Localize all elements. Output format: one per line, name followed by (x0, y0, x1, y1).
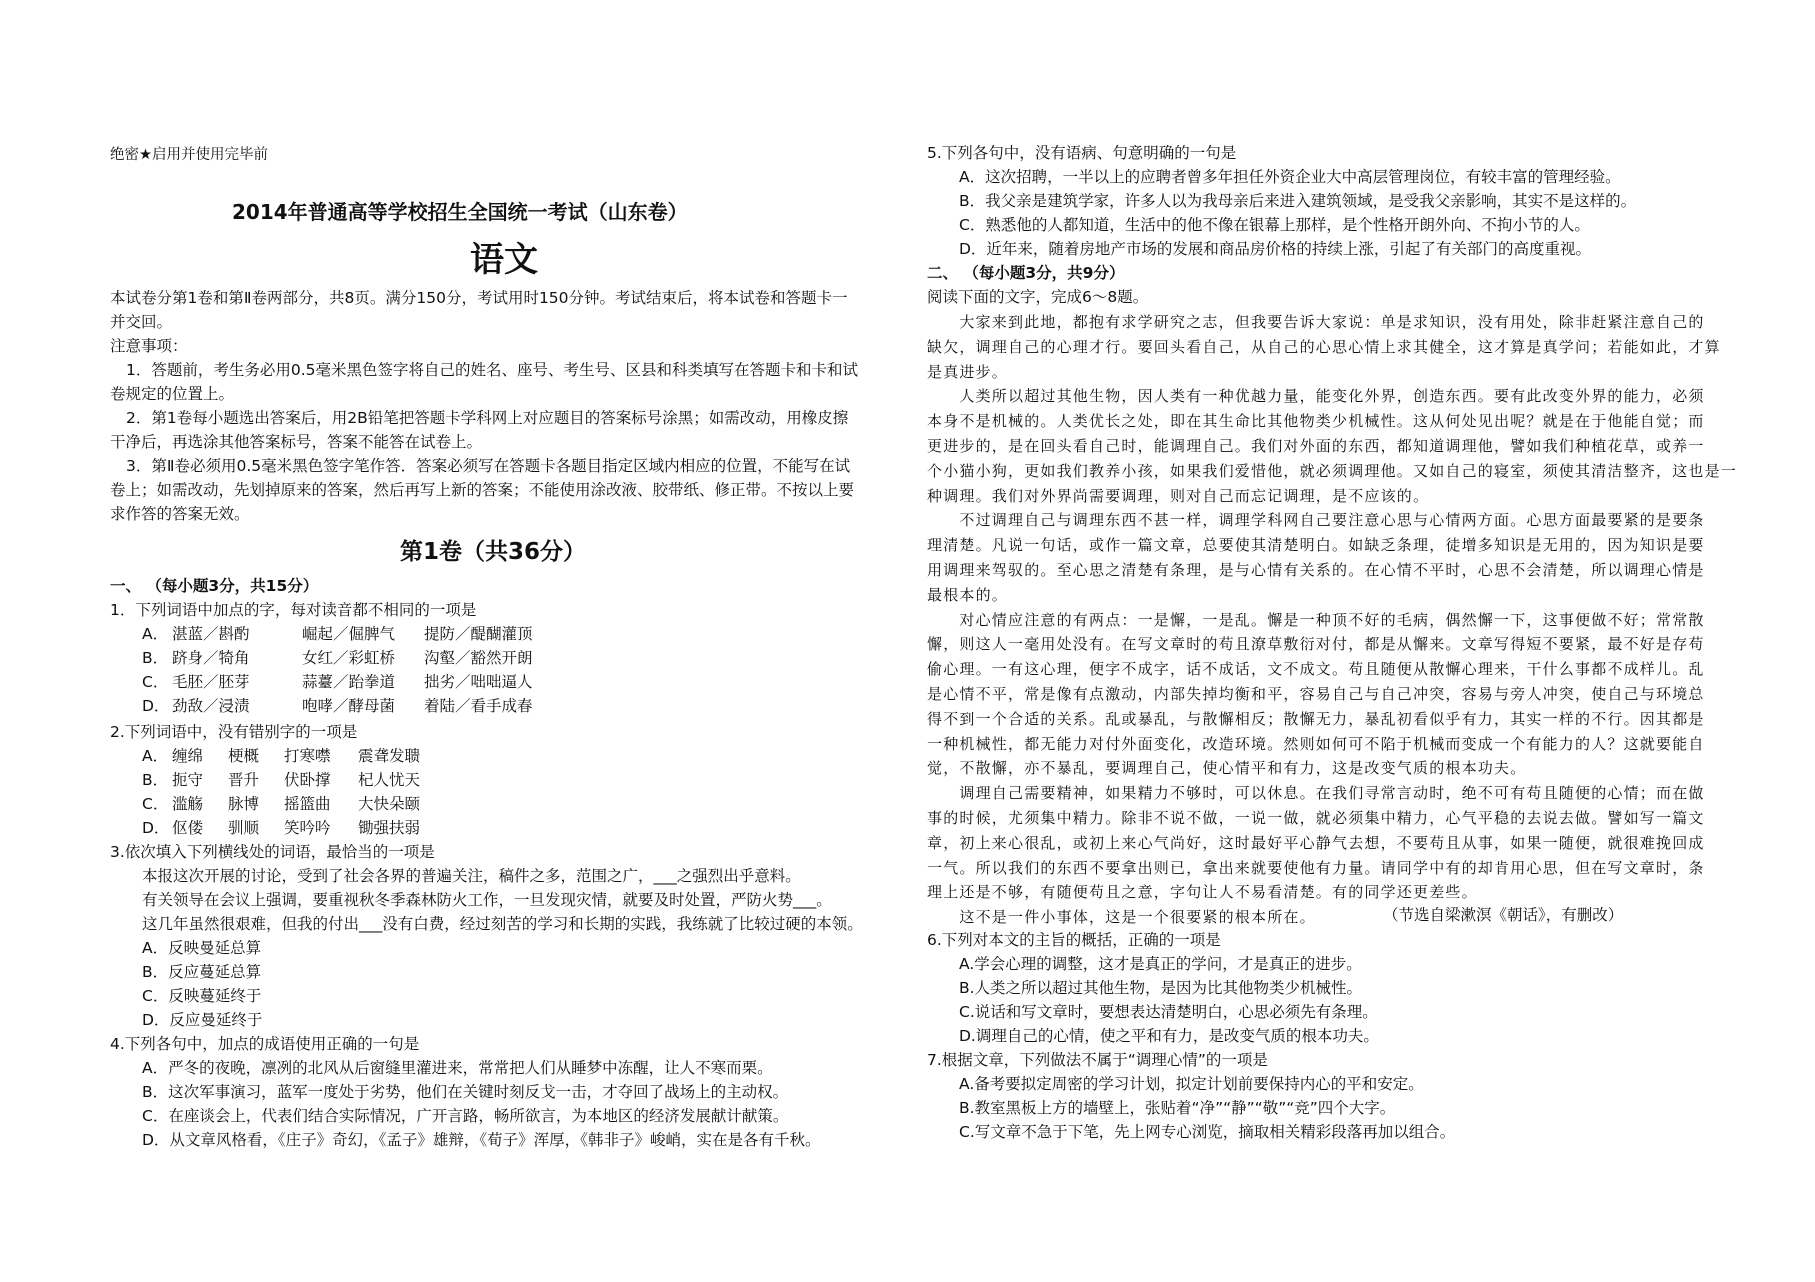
option-item: 驯顺 (228, 819, 260, 837)
option-item: 摇篮曲 (284, 795, 331, 813)
passage-line: 不过调理自己与调理东西不甚一样，调理学科网自己要注意心思与心情两方面。心思方面最要紧的是要条 (927, 511, 1705, 530)
option-item: 杞人忧天 (358, 771, 421, 789)
option-item: 女红／彩虹桥 (302, 649, 396, 667)
option-item: C．反映蔓延终于 (142, 987, 262, 1005)
passage-line: 用调理来驾驭的。至心思之清楚有条理，是与心情有关系的。在心情不平时，心思不会清楚，所以调理心情是 (927, 561, 1705, 579)
option-item: A.备考要拟定周密的学习计划，拟定计划前要保持内心的平和安定。 (959, 1075, 1424, 1093)
option-item: 锄强扶弱 (358, 819, 421, 837)
passage-line: 懈，则这人一毫用处没有。在写文章时的苟且潦草敷衍对付，都是从懈来。文章写得短不要紧，最不好是存苟 (927, 635, 1705, 654)
option-row (142, 696, 533, 716)
question-sentence: 这几年虽然很艰难，但我的付出___没有白费，经过刻苦的学习和长期的实践，我练就了比较过硬的本领。 (142, 915, 863, 933)
passage-line: 调理自己需要精神，如果精力不够时，可以休息。在我们寻常言动时，绝不可有苟且随便的心情；而在做 (927, 784, 1705, 803)
option-item: 着陆／看手成春 (424, 697, 533, 715)
passage-line: 事的时候，尤须集中精力。除非不说不做，一说一做，就必须集中精力，心气平稳的去说去做。譬如写一篇文 (927, 809, 1705, 827)
intro-line: 本试卷分第1卷和第Ⅱ卷两部分，共8页。满分150分，考试用时150分钟。考试结束后，将本试卷和答题卡一 (110, 289, 848, 307)
option-row (142, 770, 420, 790)
option-item: 滥觞 (172, 795, 204, 813)
section-title: 二、 （每小题3分，共9分） (927, 264, 1125, 282)
option-row (142, 672, 533, 692)
option-item: 拙劣／咄咄逼人 (424, 673, 533, 691)
question-stem: 5.下列各句中，没有语病、句意明确的一句是 (927, 144, 1237, 162)
passage-line: 得不到一个合适的关系。乱或暴乱，与散懈相反；散懈无力，暴乱初看似乎有力，其实一样的不行。因其都是 (927, 709, 1705, 728)
option-item: 大快朵颐 (358, 795, 421, 813)
option-item: 伏卧撑 (284, 771, 331, 789)
passage-line: 本身不是机械的。人类优长之处，即在其生命比其他物类少机械性。这从何处见出呢？就是在于他能自觉；而 (927, 412, 1705, 431)
option-row (142, 818, 420, 838)
option-item: D．反应曼延终于 (142, 1011, 263, 1029)
passage-line: 章，初上来心很乱，或初上来心气尚好，这时最好平心静气去想，不要苟且从事，如果一随便，就很难挽回成 (927, 833, 1705, 852)
reading-instruction: 阅读下面的文字，完成6～8题。 (927, 288, 1149, 306)
passage-line: 理清楚。凡说一句话，或作一篇文章，总要使其清楚明白。如缺乏条理，徒增多知识是无用的，因为知识是要 (927, 536, 1705, 555)
option-item: D．近年来，随着房地产市场的发展和商品房价格的持续上涨，引起了有关部门的高度重视。 (959, 240, 1591, 258)
option-item: C.写文章不急于下笔，先上网专心浏览，摘取相关精彩段落再加以组合。 (959, 1123, 1456, 1141)
note-item: 2．第1卷每小题选出答案后，用2B铅笔把答题卡学科网上对应题目的答案标号涂黑；如需改动，用橡皮擦 (126, 409, 849, 427)
option-row (142, 624, 533, 644)
option-label: A． (142, 625, 169, 643)
option-item: 毛胚／胚芽 (172, 673, 250, 691)
note-item: 卷规定的位置上。 (110, 385, 235, 403)
option-item: A．这次招聘，一半以上的应聘者曾多年担任外资企业大中高层管理岗位，有较丰富的管理经验。 (959, 168, 1621, 186)
option-item: B．这次军事演习，蓝军一度处于劣势，他们在关键时刻反戈一击，才夺回了战场上的主动权。 (142, 1083, 789, 1101)
passage-line: 种调理。我们对外界尚需要调理，则对自己而忘记调理，是不应该的。 (927, 486, 1430, 505)
question-stem: 3.依次填入下列横线处的词语，最恰当的一项是 (110, 843, 435, 861)
question-stem: 2.下列词语中，没有错别字的一项是 (110, 723, 358, 741)
option-item: 震聋发聩 (358, 747, 421, 765)
passage-line: 更进步的，是在回头看自己时，能调理自己。我们对外面的东西，都知道调理他，譬如我们种植花草，或养一 (927, 437, 1705, 455)
option-item: 沟壑／豁然开朗 (424, 649, 533, 667)
option-item: 梗概 (228, 747, 260, 765)
option-label: A． (142, 747, 169, 765)
option-item: B．我父亲是建筑学家，许多人以为我母亲后来进入建筑领域，是受我父亲影响，其实不是这样的。 (959, 192, 1637, 210)
option-label: B． (142, 649, 169, 667)
passage-line: 最根本的。 (927, 585, 1009, 604)
note-item: 1．答题前，考生务必用0.5毫米黑色签字将自己的姓名、座号、考生号、区县和科类填写在答题卡和卡和试 (126, 361, 859, 379)
note-item: 干净后，再选涂其他答案标号，答案不能答在试卷上。 (110, 433, 483, 451)
section-title: 一、 （每小题3分，共15分） (110, 577, 319, 595)
option-row (142, 794, 420, 814)
option-item: A．严冬的夜晚，凛冽的北风从后窗缝里灌进来，常常把人们从睡梦中冻醒，让人不寒而栗。 (142, 1059, 773, 1077)
option-item: 崛起／倔脾气 (302, 625, 396, 643)
option-item: A．反映曼延总算 (142, 939, 262, 957)
option-item: 湛蓝／斟酌 (172, 625, 250, 643)
passage-line: 缺欠，调理自己的心理才行。要回头看自己，从自己的心思心情上求其健全，这才算是真学问；若能如此，才算 (927, 337, 1721, 356)
option-item: 扼守 (172, 771, 204, 789)
option-item: 缠绵 (172, 747, 204, 765)
option-item: 咆哮／酵母菌 (302, 697, 396, 715)
option-item: A.学会心理的调整，这才是真正的学问，才是真正的进步。 (959, 955, 1362, 973)
passage-line: 一种机械性，都无能力对付外面变化，改造环境。然则如何可不陷于机械而变成一个有能力的人？这就要能自 (927, 734, 1705, 753)
option-item: 提防／醍醐灌顶 (424, 625, 533, 643)
question-stem: 1．下列词语中加点的字，每对读音都不相同的一项是 (110, 601, 477, 619)
option-item: 笑吟吟 (284, 819, 331, 837)
question-sentence: 有关领导在会议上强调，要重视秋冬季森林防火工作，一旦发现灾情，就要及时处置，严防火势___。 (142, 891, 832, 909)
intro-line: 并交回。 (110, 313, 173, 331)
question-stem: 4.下列各句中，加点的成语使用正确的一句是 (110, 1035, 420, 1053)
option-item: 蒜薹／跆拳道 (302, 673, 396, 691)
option-item: 劲敌／浸渍 (172, 697, 250, 715)
option-row (142, 746, 420, 766)
option-label: C． (142, 795, 169, 813)
passage-line: 理上还是不够，有随便苟且之意，字句让人不易看清楚。有的同学还更差些。 (927, 883, 1478, 902)
notes-title: 注意事项： (110, 337, 188, 355)
option-item: B．反应蔓延总算 (142, 963, 262, 981)
option-item: B.教室黑板上方的墙壁上，张贴着“净”“静”“敬”“竞”四个大字。 (959, 1099, 1396, 1117)
passage-line: 对心情应注意的有两点：一是懈，一是乱。懈是一种顶不好的毛病，偶然懈一下，这事便做不好；常常散 (927, 610, 1705, 629)
passage-line: 一气。所以我们的东西不要拿出则已，拿出来就要使他有力量。请同学中有的却肯用心思，但在写文章时，条 (927, 858, 1705, 877)
option-item: 伛偻 (172, 819, 204, 837)
exam-title: 2014年普通高等学校招生全国统一考试（山东卷） (232, 200, 688, 224)
option-item: C．在座谈会上，代表们结合实际情况，广开言路，畅所欲言，为本地区的经济发展献计献策。 (142, 1107, 789, 1125)
passage-line: 个小猫小狗，更如我们教养小孩，如果我们爱惜他，就必须调理他。又如自己的寝室，须使其清洁整齐，这也是一 (927, 461, 1738, 480)
option-label: D． (142, 819, 170, 837)
option-item: 脉博 (228, 795, 260, 813)
option-item: D.调理自己的心情，使之平和有力，是改变气质的根本功夫。 (959, 1027, 1379, 1045)
passage-line: 人类所以超过其他生物，因人类有一种优越力量，能变化外界，创造东西。要有此改变外界的能力，必须 (927, 387, 1705, 406)
question-stem: 7.根据文章，下列做法不属于“调理心情”的一项是 (927, 1051, 1268, 1069)
passage-source: （节选自梁漱溟《朝话》，有删改） (1383, 906, 1624, 924)
passage-line: 觉，不散懈，亦不暴乱，要调理自己，使心情平和有力，这是改变气质的根本功夫。 (927, 759, 1527, 778)
passage-line: 偷心理。一有这心理，便字不成字，话不成话，文不成文。苟且随便从散懈心理来，干什么事都不成样儿。乱 (927, 660, 1705, 679)
option-row (142, 648, 533, 668)
confidential-mark: 绝密★启用并使用完毕前 (110, 147, 268, 163)
note-item: 卷上；如需改动，先划掉原来的答案，然后再写上新的答案；不能使用涂改液、胶带纸、修正带。不按以上要 (110, 481, 855, 499)
option-item: C.说话和写文章时，要想表达清楚明白，心思必须先有条理。 (959, 1003, 1378, 1021)
option-item: B.人类之所以超过其他生物，是因为比其他物类少机械性。 (959, 979, 1363, 997)
passage-line: 是心情不平，常是像有点激动，内部失掉均衡和平，容易自己与自己冲突，容易与旁人冲突，使自己与环境总 (927, 685, 1705, 703)
option-label: D． (142, 697, 170, 715)
option-item: 打寒噤 (284, 747, 331, 765)
passage-line: 大家来到此地，都抱有求学研究之志，但我要告诉大家说：单是求知识，没有用处，除非赶紧注意自己的 (927, 313, 1705, 331)
option-label: C． (142, 673, 169, 691)
option-item: D．从文章风格看，《庄子》奇幻，《孟子》雄辩，《荀子》浑厚，《韩非子》峻峭，实在是各有千秋。 (142, 1131, 821, 1149)
option-item: 跻身／犄角 (172, 649, 250, 667)
option-item: C．熟悉他的人都知道，生活中的他不像在银幕上那样，是个性格开朗外向、不拘小节的人。 (959, 216, 1590, 234)
question-stem: 6.下列对本文的主旨的概括，正确的一项是 (927, 931, 1221, 949)
subject-title: 语文 (470, 240, 538, 280)
volume-title: 第1卷（共36分） (400, 539, 587, 565)
passage-line: 是真进步。 (927, 362, 1009, 381)
question-sentence: 本报这次开展的讨论，受到了社会各界的普遍关注，稿件之多，范围之广，___之强烈出乎意料。 (142, 867, 801, 885)
option-item: 晋升 (228, 771, 260, 789)
option-label: B． (142, 771, 169, 789)
passage-line: 这不是一件小事体，这是一个很要紧的根本所在。 (927, 908, 1316, 927)
note-item: 3．第Ⅱ卷必须用0.5毫米黑色签字笔作答．答案必须写在答题卡各题目指定区域内相应的位置，不能写在试 (126, 457, 851, 475)
note-item: 求作答的答案无效。 (110, 505, 250, 523)
